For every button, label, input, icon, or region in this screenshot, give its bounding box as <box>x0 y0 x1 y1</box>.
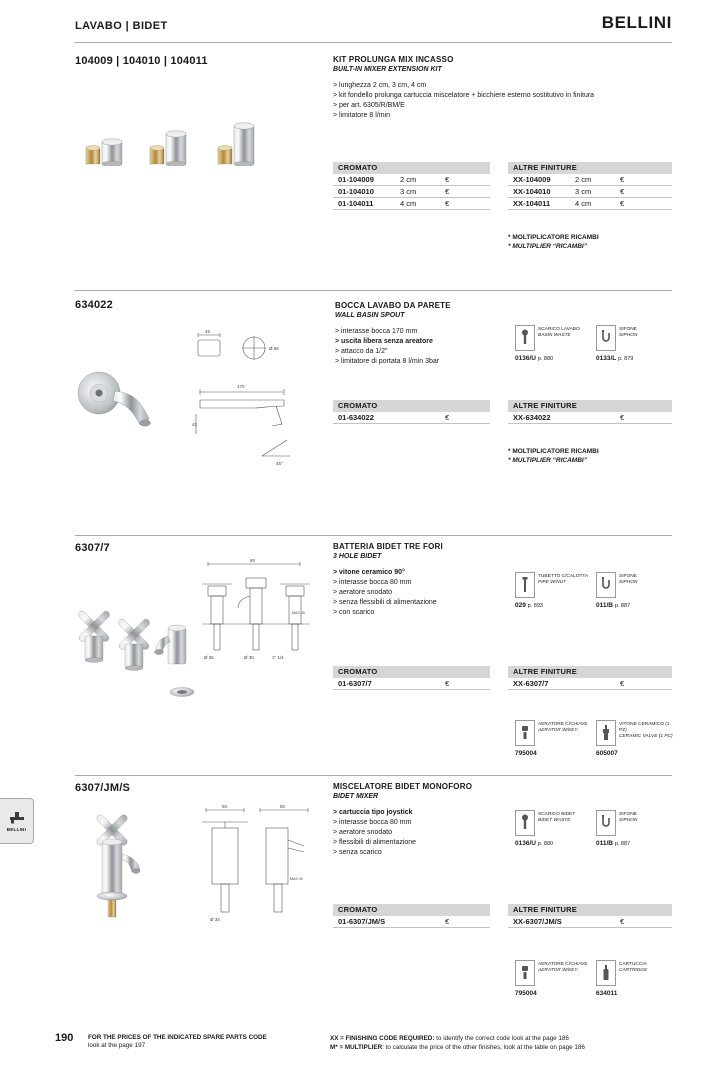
table-row <box>333 412 490 424</box>
spare-part-code-value: 0136/U <box>515 840 536 847</box>
multiplier-note-en: * MULTIPLIER “RICAMBI” <box>508 457 587 464</box>
multiplier-note-it: * MOLTIPLICATORE RICAMBI <box>508 448 599 455</box>
spare-part <box>596 810 676 847</box>
page-number: 190 <box>55 1032 74 1044</box>
dimension-label: 80 <box>280 804 286 809</box>
spare-part <box>515 572 595 609</box>
edge-tab-bellini <box>0 798 34 844</box>
feature-item: > cartuccia tipo joystick <box>333 809 413 816</box>
ceramic-valve-icon <box>596 720 616 746</box>
spare-part-page-ref: p. 880 <box>537 356 554 362</box>
spare-part-labels <box>619 327 637 351</box>
article-code: 01-104009 <box>338 175 374 184</box>
pipe-nut-icon <box>515 572 535 598</box>
basin-waste-icon <box>515 325 535 351</box>
spare-part-name-it: VITONE CERAMICO (1 PZ) <box>619 722 670 733</box>
dimension-label: 45 <box>205 329 211 334</box>
article-code: 01-6307/7 <box>338 679 372 688</box>
price-currency: € <box>620 175 625 184</box>
footer-xx-text: to identify the correct code look at the page 186 <box>434 1035 569 1042</box>
price-table-altre-finiture <box>508 904 672 928</box>
dimension-label: 60 <box>222 804 228 809</box>
feature-item: > interasse bocca 80 mm <box>333 819 412 826</box>
table-header-altre: ALTRE FINITURE <box>508 162 672 174</box>
faucet-icon <box>8 811 26 824</box>
feature-item: > limitatore 8 l/min <box>333 112 390 119</box>
price-currency: € <box>445 187 450 196</box>
spare-part <box>515 810 595 847</box>
table-row <box>333 198 490 210</box>
spare-part-name-en: SIPHON <box>619 579 638 585</box>
product-title: KIT PROLUNGA MIX INCASSO <box>333 55 454 64</box>
product-photo-extension-kits <box>78 104 278 166</box>
table-header-cromato: CROMATO <box>333 400 490 412</box>
article-code: XX-6307/7 <box>513 679 549 688</box>
footer-xx-legend <box>330 1034 585 1043</box>
product-code: 6307/7 <box>75 542 110 554</box>
spare-part-labels <box>619 812 637 836</box>
header-rule <box>75 42 672 43</box>
article-code: XX-634022 <box>513 413 551 422</box>
spare-part-code <box>515 602 595 609</box>
price-currency: € <box>620 413 625 422</box>
feature-list <box>333 81 672 121</box>
footer-note-line1: FOR THE PRICES OF THE INDICATED SPARE PARTS CODE <box>88 1034 267 1041</box>
article-size: 4 cm <box>400 199 417 208</box>
section-divider <box>75 290 672 291</box>
price-currency: € <box>620 917 625 926</box>
product-subtitle: BIDET MIXER <box>333 793 379 800</box>
spare-part-labels <box>619 722 676 746</box>
price-table-altre-finiture <box>508 400 672 424</box>
product-code: 104009 | 104010 | 104011 <box>75 55 208 67</box>
spare-part-code-value: 029 <box>515 602 526 609</box>
spare-part-code <box>596 602 676 609</box>
spare-part-name-it: CARTUCCIA <box>619 962 647 967</box>
table-row <box>333 174 490 186</box>
price-currency: € <box>620 187 625 196</box>
aerator-key-icon <box>515 720 535 746</box>
cartridge-icon <box>596 960 616 986</box>
spare-part-code-value: 634011 <box>596 990 618 997</box>
bidet-waste-icon <box>515 810 535 836</box>
spare-part-code-value: 011/B <box>596 840 613 847</box>
spare-part-code <box>515 355 595 362</box>
technical-drawing-bidet-mixer <box>196 802 316 924</box>
spare-part-page-ref: p. 887 <box>614 603 631 609</box>
spare-part-code-value: 795004 <box>515 750 537 757</box>
product-subtitle: BUILT-IN MIXER EXTENSION KIT <box>333 66 442 73</box>
spare-part-labels <box>538 962 588 986</box>
spare-part-code-value: 795004 <box>515 990 537 997</box>
product-subtitle: WALL BASIN SPOUT <box>335 312 405 319</box>
spare-part-name-en: AERATOR W/KEY <box>538 727 578 733</box>
table-row <box>333 916 490 928</box>
spare-part-code <box>515 750 595 757</box>
spare-part-page-ref: p. 880 <box>537 841 554 847</box>
feature-item: > aeratore snodato <box>333 589 392 596</box>
multiplier-note <box>508 233 599 251</box>
table-row <box>508 174 672 186</box>
article-code: XX-104009 <box>513 175 551 184</box>
product-code: 6307/JM/S <box>75 782 131 794</box>
table-row <box>333 186 490 198</box>
spare-part-page-ref: p. 887 <box>614 841 631 847</box>
feature-item: > uscita libera senza areatore <box>335 338 433 345</box>
product-code: 634022 <box>75 299 113 311</box>
spare-part <box>515 325 595 362</box>
spare-part-name-en: BIDET WASTE <box>538 817 571 823</box>
spare-part-name-it: SIFONE <box>619 574 637 579</box>
article-code: XX-104010 <box>513 187 551 196</box>
spare-part-name-it: TUBETTO C/CALOTTA <box>538 574 589 579</box>
price-table-cromato <box>333 666 490 690</box>
multiplier-note <box>508 447 599 465</box>
feature-item: > interasse bocca 170 mm <box>335 328 418 335</box>
spare-part-labels <box>538 812 575 836</box>
feature-item: > flessibili di alimentazione <box>333 839 417 846</box>
spare-part-name-it: SIFONE <box>619 327 637 332</box>
price-table-cromato <box>333 904 490 928</box>
spare-part-name-en: CERAMIC VALVE (1 PC) <box>619 733 673 739</box>
table-row <box>508 198 672 210</box>
table-header-cromato: CROMATO <box>333 666 490 678</box>
multiplier-note-en: * MULTIPLIER “RICAMBI” <box>508 243 587 250</box>
spare-part-name-en: SIPHON <box>619 332 638 338</box>
table-header-cromato: CROMATO <box>333 904 490 916</box>
spare-part <box>596 960 676 997</box>
spare-part-name-it: SIFONE <box>619 812 637 817</box>
feature-item: > senza scarico <box>333 849 382 856</box>
spare-part-name-it: AERATORE C/CHIAVE <box>538 722 588 727</box>
spare-part-name-en: AERATOR W/KEY <box>538 967 578 973</box>
price-currency: € <box>445 175 450 184</box>
footer-legend <box>330 1034 585 1052</box>
spare-part-labels <box>619 574 637 598</box>
feature-item: > kit fondello prolunga cartuccia miscelatore + bicchiere esterno sostitutivo in finitura <box>333 92 595 99</box>
edge-tab-label: BELLINI <box>6 826 27 832</box>
spare-part-code-value: 0136/U <box>515 355 536 362</box>
dimension-label: Ø 34 <box>210 917 220 922</box>
feature-item: > per art. 6305/R/BM/E <box>333 102 405 109</box>
article-code: XX-6307/JM/S <box>513 917 562 926</box>
spare-part-name-en: BASIN WASTE <box>538 332 571 338</box>
product-title: MISCELATORE BIDET MONOFORO <box>333 782 473 791</box>
dimension-label: MAX 40 <box>290 877 303 881</box>
article-size: 3 cm <box>400 187 417 196</box>
dimension-label: Ø 30 <box>244 655 254 660</box>
footer-xx-label: XX = FINISHING CODE REQUIRED: <box>330 1035 435 1042</box>
section-divider <box>75 535 672 536</box>
dimension-label: 1" 1/4 <box>272 655 284 660</box>
dimension-label: Ø 35 <box>204 655 214 660</box>
table-header-altre: ALTRE FINITURE <box>508 400 672 412</box>
spare-part-labels <box>538 327 580 351</box>
dimension-label: 45° <box>276 461 283 466</box>
aerator-key-icon <box>515 960 535 986</box>
spare-part-code <box>596 990 676 997</box>
spare-part-name-it: SCARICO BIDET <box>538 812 576 817</box>
article-size: 2 cm <box>400 175 417 184</box>
table-row <box>508 412 672 424</box>
multiplier-note-it: * MOLTIPLICATORE RICAMBI <box>508 234 599 241</box>
spare-part <box>515 960 595 997</box>
footer-note-line2: look at the page 197 <box>88 1042 146 1049</box>
article-code: XX-104011 <box>513 199 551 208</box>
feature-item: > limitatore di portata 8 l/min 3bar <box>335 358 440 365</box>
spare-part-name-en: PIPE W/NUT <box>538 579 566 585</box>
price-currency: € <box>445 413 450 422</box>
spare-part <box>596 720 676 757</box>
product-title: BOCCA LAVABO DA PARETE <box>335 301 451 310</box>
table-row <box>508 916 672 928</box>
article-size: 4 cm <box>575 199 592 208</box>
technical-drawing-wall-spout <box>192 328 320 474</box>
dimension-label: MAX 40 <box>292 611 305 615</box>
footer-m-text: : to calculate the price of the other finishes, look at the table on page 186 <box>382 1044 585 1051</box>
spare-part-name-it: AERATORE C/CHIAVE <box>538 962 588 967</box>
spare-part-code-value: 0133/L <box>596 355 617 362</box>
article-code: 01-6307/JM/S <box>338 917 386 926</box>
siphon-icon <box>596 572 616 598</box>
spare-part-labels <box>538 574 588 598</box>
product-photo-3hole-bidet-set <box>70 578 210 706</box>
product-subtitle: 3 HOLE BIDET <box>333 553 382 560</box>
spare-part <box>596 325 676 362</box>
table-row <box>508 678 672 690</box>
dimension-label: 80 <box>250 558 256 563</box>
price-currency: € <box>445 679 450 688</box>
price-table-altre-finiture <box>508 666 672 690</box>
table-header-cromato: CROMATO <box>333 162 490 174</box>
spare-part <box>596 572 676 609</box>
table-row <box>508 186 672 198</box>
spare-part-code-value: 011/B <box>596 602 613 609</box>
price-table-cromato <box>333 400 490 424</box>
spare-part-code-value: 605007 <box>596 750 618 757</box>
brand-logo: BELLINI <box>601 13 672 32</box>
dimension-label: 170 <box>237 384 245 389</box>
section-divider <box>75 775 672 776</box>
spare-part-code <box>596 355 676 362</box>
footer-m-legend <box>330 1043 585 1052</box>
siphon-icon <box>596 810 616 836</box>
product-description <box>333 55 672 121</box>
product-photo-bidet-mixer <box>74 814 179 922</box>
price-currency: € <box>620 679 625 688</box>
article-code: 01-634022 <box>338 413 374 422</box>
feature-item: > vitone ceramico 90° <box>333 569 405 576</box>
spare-part-page-ref: p. 879 <box>618 356 634 362</box>
siphon-icon <box>596 325 616 351</box>
price-table-altre-finiture <box>508 162 672 210</box>
page-category: LAVABO | BIDET <box>75 20 168 32</box>
feature-item: > con scarico <box>333 609 375 616</box>
spare-part <box>515 720 595 757</box>
table-row <box>333 678 490 690</box>
feature-item: > attacco da 1/2" <box>335 348 388 355</box>
feature-item: > interasse bocca 80 mm <box>333 579 412 586</box>
spare-part-name-en: SIPHON <box>619 817 638 823</box>
product-title: BATTERIA BIDET TRE FORI <box>333 542 443 551</box>
spare-part-code <box>596 840 676 847</box>
article-size: 2 cm <box>575 175 592 184</box>
table-header-altre: ALTRE FINITURE <box>508 904 672 916</box>
dimension-label: 42 <box>192 422 198 427</box>
table-header-altre: ALTRE FINITURE <box>508 666 672 678</box>
spare-part-name-it: SCARICO LAVABO <box>538 327 580 332</box>
article-size: 3 cm <box>575 187 592 196</box>
footer-spare-parts-note <box>88 1034 267 1050</box>
spare-part-labels <box>538 722 588 746</box>
spare-part-name-en: CARTRIDGE <box>619 967 648 973</box>
article-code: 01-104010 <box>338 187 374 196</box>
price-currency: € <box>445 199 450 208</box>
dimension-label: Ø 66 <box>269 346 279 351</box>
price-currency: € <box>445 917 450 926</box>
spare-part-code <box>515 840 595 847</box>
spare-part-code <box>596 750 676 757</box>
footer-m-label: M* = MULTIPLIER <box>330 1044 383 1051</box>
spare-part-code <box>515 990 595 997</box>
product-photo-wall-spout <box>74 366 174 448</box>
feature-item: > aeratore snodato <box>333 829 392 836</box>
feature-item: > senza flessibili di alimentazione <box>333 599 437 606</box>
spare-part-labels <box>619 962 647 986</box>
price-currency: € <box>620 199 625 208</box>
spare-part-page-ref: p. 893 <box>527 603 543 609</box>
article-code: 01-104011 <box>338 199 374 208</box>
technical-drawing-3hole-bidet <box>198 556 316 664</box>
feature-item: > lunghezza 2 cm, 3 cm, 4 cm <box>333 82 427 89</box>
price-table-cromato <box>333 162 490 210</box>
